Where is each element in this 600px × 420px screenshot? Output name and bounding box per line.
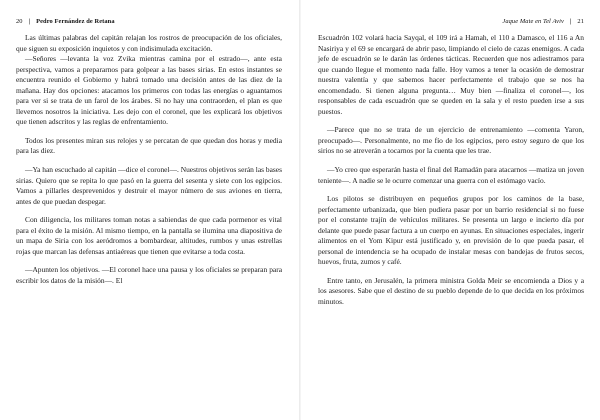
paragraph: —Ya han escuchado al capitán —dice el coronel—. Nuestros objetivos serán las bases sirias. Quiero que se repita lo que pasó en la guerra del sesenta y siete con los egipcios. Vamos a pillarles desprevenidos y destruir el mayor número de sus aviones en tierra, antes de que puedan despegar. — [16, 165, 282, 206]
paragraph: Escuadrón 102 volará hacia Sayqal, el 109 irá a Hamah, el 110 a Damasco, el 116 a An Nasiriya y el 69 se encargará de abrir paso, limpiando el cielo de cazas enemigos. A cada jefe de escuadrón se le darán las órdenes tácticas. Recuerden que nos adiestramos para que cuando llegue el momento nada falle. Hoy vamos a tener la ocasión de demostrar nuestra valentía y que sabemos hacer perfectamente el trabajo que se nos ha encomendado. Si tienen alguna pregunta… Muy bien —finaliza el coronel—, los responsables de cada escuadrón que se queden en la sala y el resto pueden irse a sus puestos. — [318, 33, 584, 116]
left-running-head — [16, 18, 282, 25]
right-running-head — [318, 18, 584, 25]
left-page-number: 20 — [16, 18, 23, 25]
paragraph: Los pilotos se distribuyen en pequeños grupos por los caminos de la base, perfectamente urbanizada, que bien pudiera pasar por un barrio residencial si no fuese por el constante trajín de vehículos militares. Se presenta un largo e incierto día por delante que puede pasar factura a un cuerpo en ayunas. En situaciones especiales, ingerir alimentos en el Yom Kipur está justificado y, en previsión de lo que pueda pasar, el personal de intendencia se ha ocupado de instalar mesas con bandejas de frutos secos, huevos, fruta, zumos y café. — [318, 194, 584, 267]
paragraph: —Apunten los objetivos. —El coronel hace una pausa y los oficiales se preparan para escribir los datos de la misión—. El — [16, 265, 282, 285]
paragraph: Todos los presentes miran sus relojes y se percatan de que quedan dos horas y media para las diez. — [16, 135, 282, 156]
paragraph: —Señores —levanta la voz Zvika mientras camina por el estrado—, ante esta perspectiva, vamos a prepararnos para golpear a las bases sirias. En estos instantes se encuentra reunido el Gobierno y habrá tomado una decisión antes de las diez de la mañana. Hay dos opciones: atacamos los primeros con todas las energías o aguantamos para ver si se trata de un farol de los árabes. Si no hay una contraorden, el plan es que llevemos nosotros la iniciativa. Les dejo con el coronel, que les explicará los objetivos que tienen adscritos y las reglas de enfrentamiento. — [16, 54, 282, 127]
author-name: Pedro Fernández de Retana — [36, 18, 115, 25]
book-title: Jaque Mate en Tel Aviv — [502, 18, 564, 25]
paragraph: Entre tanto, en Jerusalén, la primera ministra Golda Meir se encomienda a Dios y a los asesores. Sabe que el destino de su pueblo depende de lo que decida en los próximos minutos. — [318, 275, 584, 307]
right-page-number: 21 — [577, 18, 584, 25]
right-page-body — [318, 33, 584, 308]
right-page — [300, 0, 600, 420]
running-head-separator: | — [569, 18, 572, 25]
paragraph: Con diligencia, los militares toman notas a sabiendas de que cada pormenor es vital para el éxito de la misión. Al mismo tiempo, en la pantalla se ilumina una diapositiva de un mapa de Siria con los aeródromos a bombardear, altitudes, rumbos y unas estrellas rojas que marcan las defensas antiaéreas que tienen que evitarse a toda costa. — [16, 215, 282, 256]
left-page-body — [16, 33, 282, 286]
running-head-separator: | — [28, 18, 31, 25]
paragraph: Las últimas palabras del capitán relajan los rostros de preocupación de los oficiales, que siguen su exposición inquietos y con indisimulada excitación. — [16, 33, 282, 53]
paragraph: —Yo creo que esperarán hasta el final del Ramadán para atacarnos —matiza un joven teniente—. A nadie se le ocurre comenzar una guerra con el estómago vacío. — [318, 165, 584, 185]
paragraph: —Parece que no se trata de un ejercicio de entrenamiento —comenta Yaron, preocupado—. Personalmente, no me fío de los egipcios, pero estoy seguro de que los sirios no se atreverán a tocarnos por la cuenta que les trae. — [318, 125, 584, 156]
